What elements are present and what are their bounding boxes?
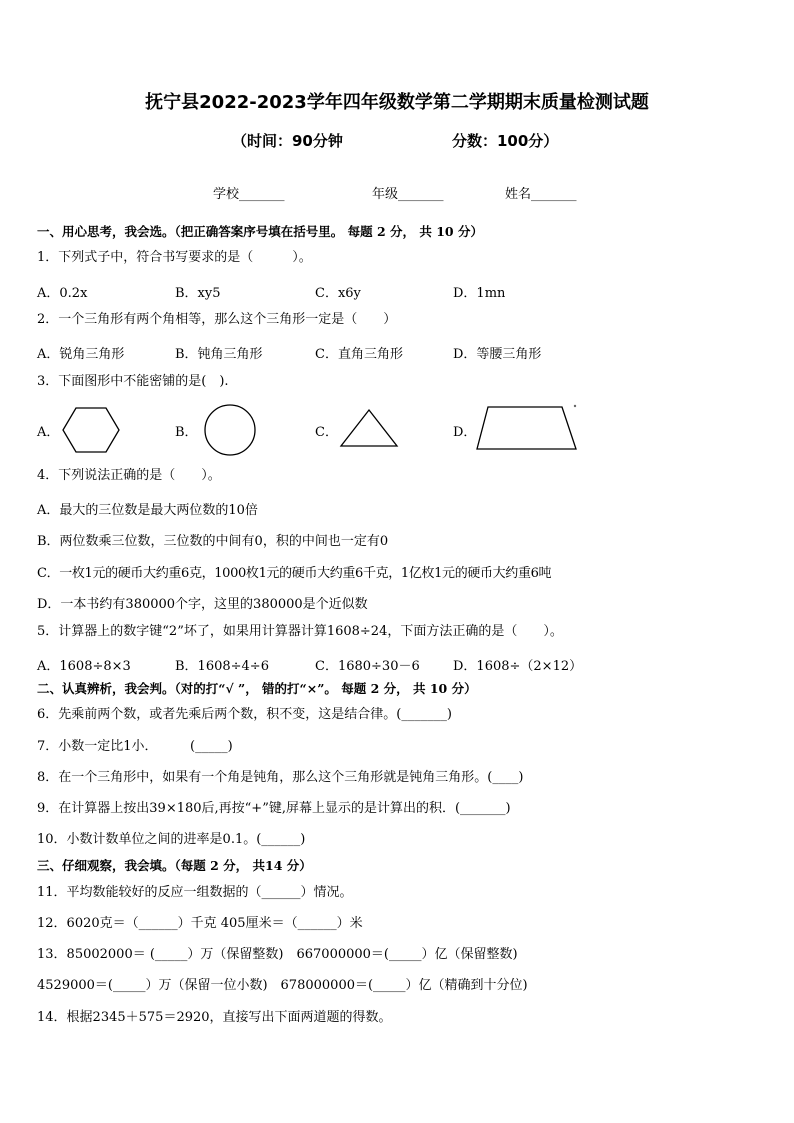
q3-option-c[interactable]: C． xyxy=(315,425,338,440)
name-field[interactable]: 姓名_______ xyxy=(505,187,577,202)
q2-stem: 2．一个三角形有两个角相等，那么这个三角形一定是（ ） xyxy=(37,312,397,327)
q5-option-d[interactable]: D．1608÷（2×12） xyxy=(453,659,583,674)
q1-option-a[interactable]: A．0.2x xyxy=(37,286,88,301)
q5-option-c[interactable]: C．1680÷30－6 xyxy=(315,659,420,674)
q7-text[interactable]: 7．小数一定比1小． (_____) xyxy=(37,739,233,754)
grade-field[interactable]: 年级_______ xyxy=(372,187,444,202)
q1-option-c[interactable]: C．x6y xyxy=(315,286,361,301)
q1-option-d[interactable]: D．1mn xyxy=(453,286,506,301)
q14-text: 14．根据2345＋575＝2920，直接写出下面两道题的得数。 xyxy=(37,1010,392,1025)
circle-icon xyxy=(201,401,259,459)
q4-option-a[interactable]: A．最大的三位数是最大两位数的10倍 xyxy=(37,503,258,518)
section-1-heading: 一、用心思考，我会选。（把正确答案序号填在括号里。 每题 2 分， 共 10 分） xyxy=(37,224,483,239)
section-2-heading: 二、认真辨析，我会判。（对的打“√ ”， 错的打“×”。 每题 2 分， 共 10 分） xyxy=(37,681,477,696)
hexagon-icon xyxy=(60,404,122,456)
section-3-heading: 三、仔细观察，我会填。（每题 2 分， 共14 分） xyxy=(37,858,312,873)
q13-text-line1[interactable]: 13．85002000＝ (_____）万（保留整数) 667000000＝(_____）亿（保留整数) xyxy=(37,947,518,962)
q1-stem: 1．下列式子中，符合书写要求的是（ ）。 xyxy=(37,250,312,265)
q4-option-d[interactable]: D．一本书约有380000个字，这里的380000是个近似数 xyxy=(37,597,368,612)
q2-option-a[interactable]: A．锐角三角形 xyxy=(37,347,125,362)
exam-time: （时间：90分钟 xyxy=(232,132,343,150)
q5-option-a[interactable]: A．1608÷8×3 xyxy=(37,659,131,674)
trapezoid-icon xyxy=(474,401,582,455)
q5-option-b[interactable]: B．1608÷4÷6 xyxy=(175,659,269,674)
q12-text[interactable]: 12．6020克＝（______）千克 405厘米＝（______）米 xyxy=(37,916,363,931)
page-title: 抚宁县2022-2023学年四年级数学第二学期期末质量检测试题 xyxy=(145,92,649,113)
q3-option-b[interactable]: B． xyxy=(175,425,198,440)
q10-text[interactable]: 10．小数计数单位之间的进率是0.1。(______) xyxy=(37,832,306,847)
q6-text[interactable]: 6．先乘前两个数，或者先乘后两个数，积不变，这是结合律。(_______) xyxy=(37,707,452,722)
exam-score: 分数：100分） xyxy=(452,132,559,150)
q3-option-d[interactable]: D． xyxy=(453,425,477,440)
q2-option-c[interactable]: C．直角三角形 xyxy=(315,347,403,362)
q3-stem: 3．下面图形中不能密铺的是( ). xyxy=(37,374,229,389)
q4-option-b[interactable]: B．两位数乘三位数，三位数的中间有0，积的中间也一定有0 xyxy=(37,534,389,549)
q8-text[interactable]: 8．在一个三角形中，如果有一个角是钝角，那么这个三角形就是钝角三角形。(____) xyxy=(37,770,524,785)
school-field[interactable]: 学校_______ xyxy=(213,187,285,202)
q4-option-c[interactable]: C．一枚1元的硬币大约重6克，1000枚1元的硬币大约重6千克，1亿枚1元的硬币大约重6吨 xyxy=(37,566,552,581)
triangle-icon xyxy=(338,407,400,449)
q5-stem: 5．计算器上的数字键“2”坏了，如果用计算器计算1608÷24，下面方法正确的是（ ）。 xyxy=(37,624,563,639)
q1-option-b[interactable]: B．xy5 xyxy=(175,286,221,301)
q13-text-line2[interactable]: 4529000＝(_____）万（保留一位小数) 678000000＝(_____）亿（精确到十分位) xyxy=(37,978,528,993)
q4-stem: 4．下列说法正确的是（ ）。 xyxy=(37,468,221,483)
q9-text[interactable]: 9．在计算器上按出39×180后,再按“+”键,屏幕上显示的是计算出的积．(_______) xyxy=(37,801,511,816)
q2-option-d[interactable]: D．等腰三角形 xyxy=(453,347,542,362)
q3-option-a[interactable]: A． xyxy=(37,425,60,440)
q2-option-b[interactable]: B．钝角三角形 xyxy=(175,347,263,362)
q11-text[interactable]: 11．平均数能较好的反应一组数据的（______）情况。 xyxy=(37,885,353,900)
